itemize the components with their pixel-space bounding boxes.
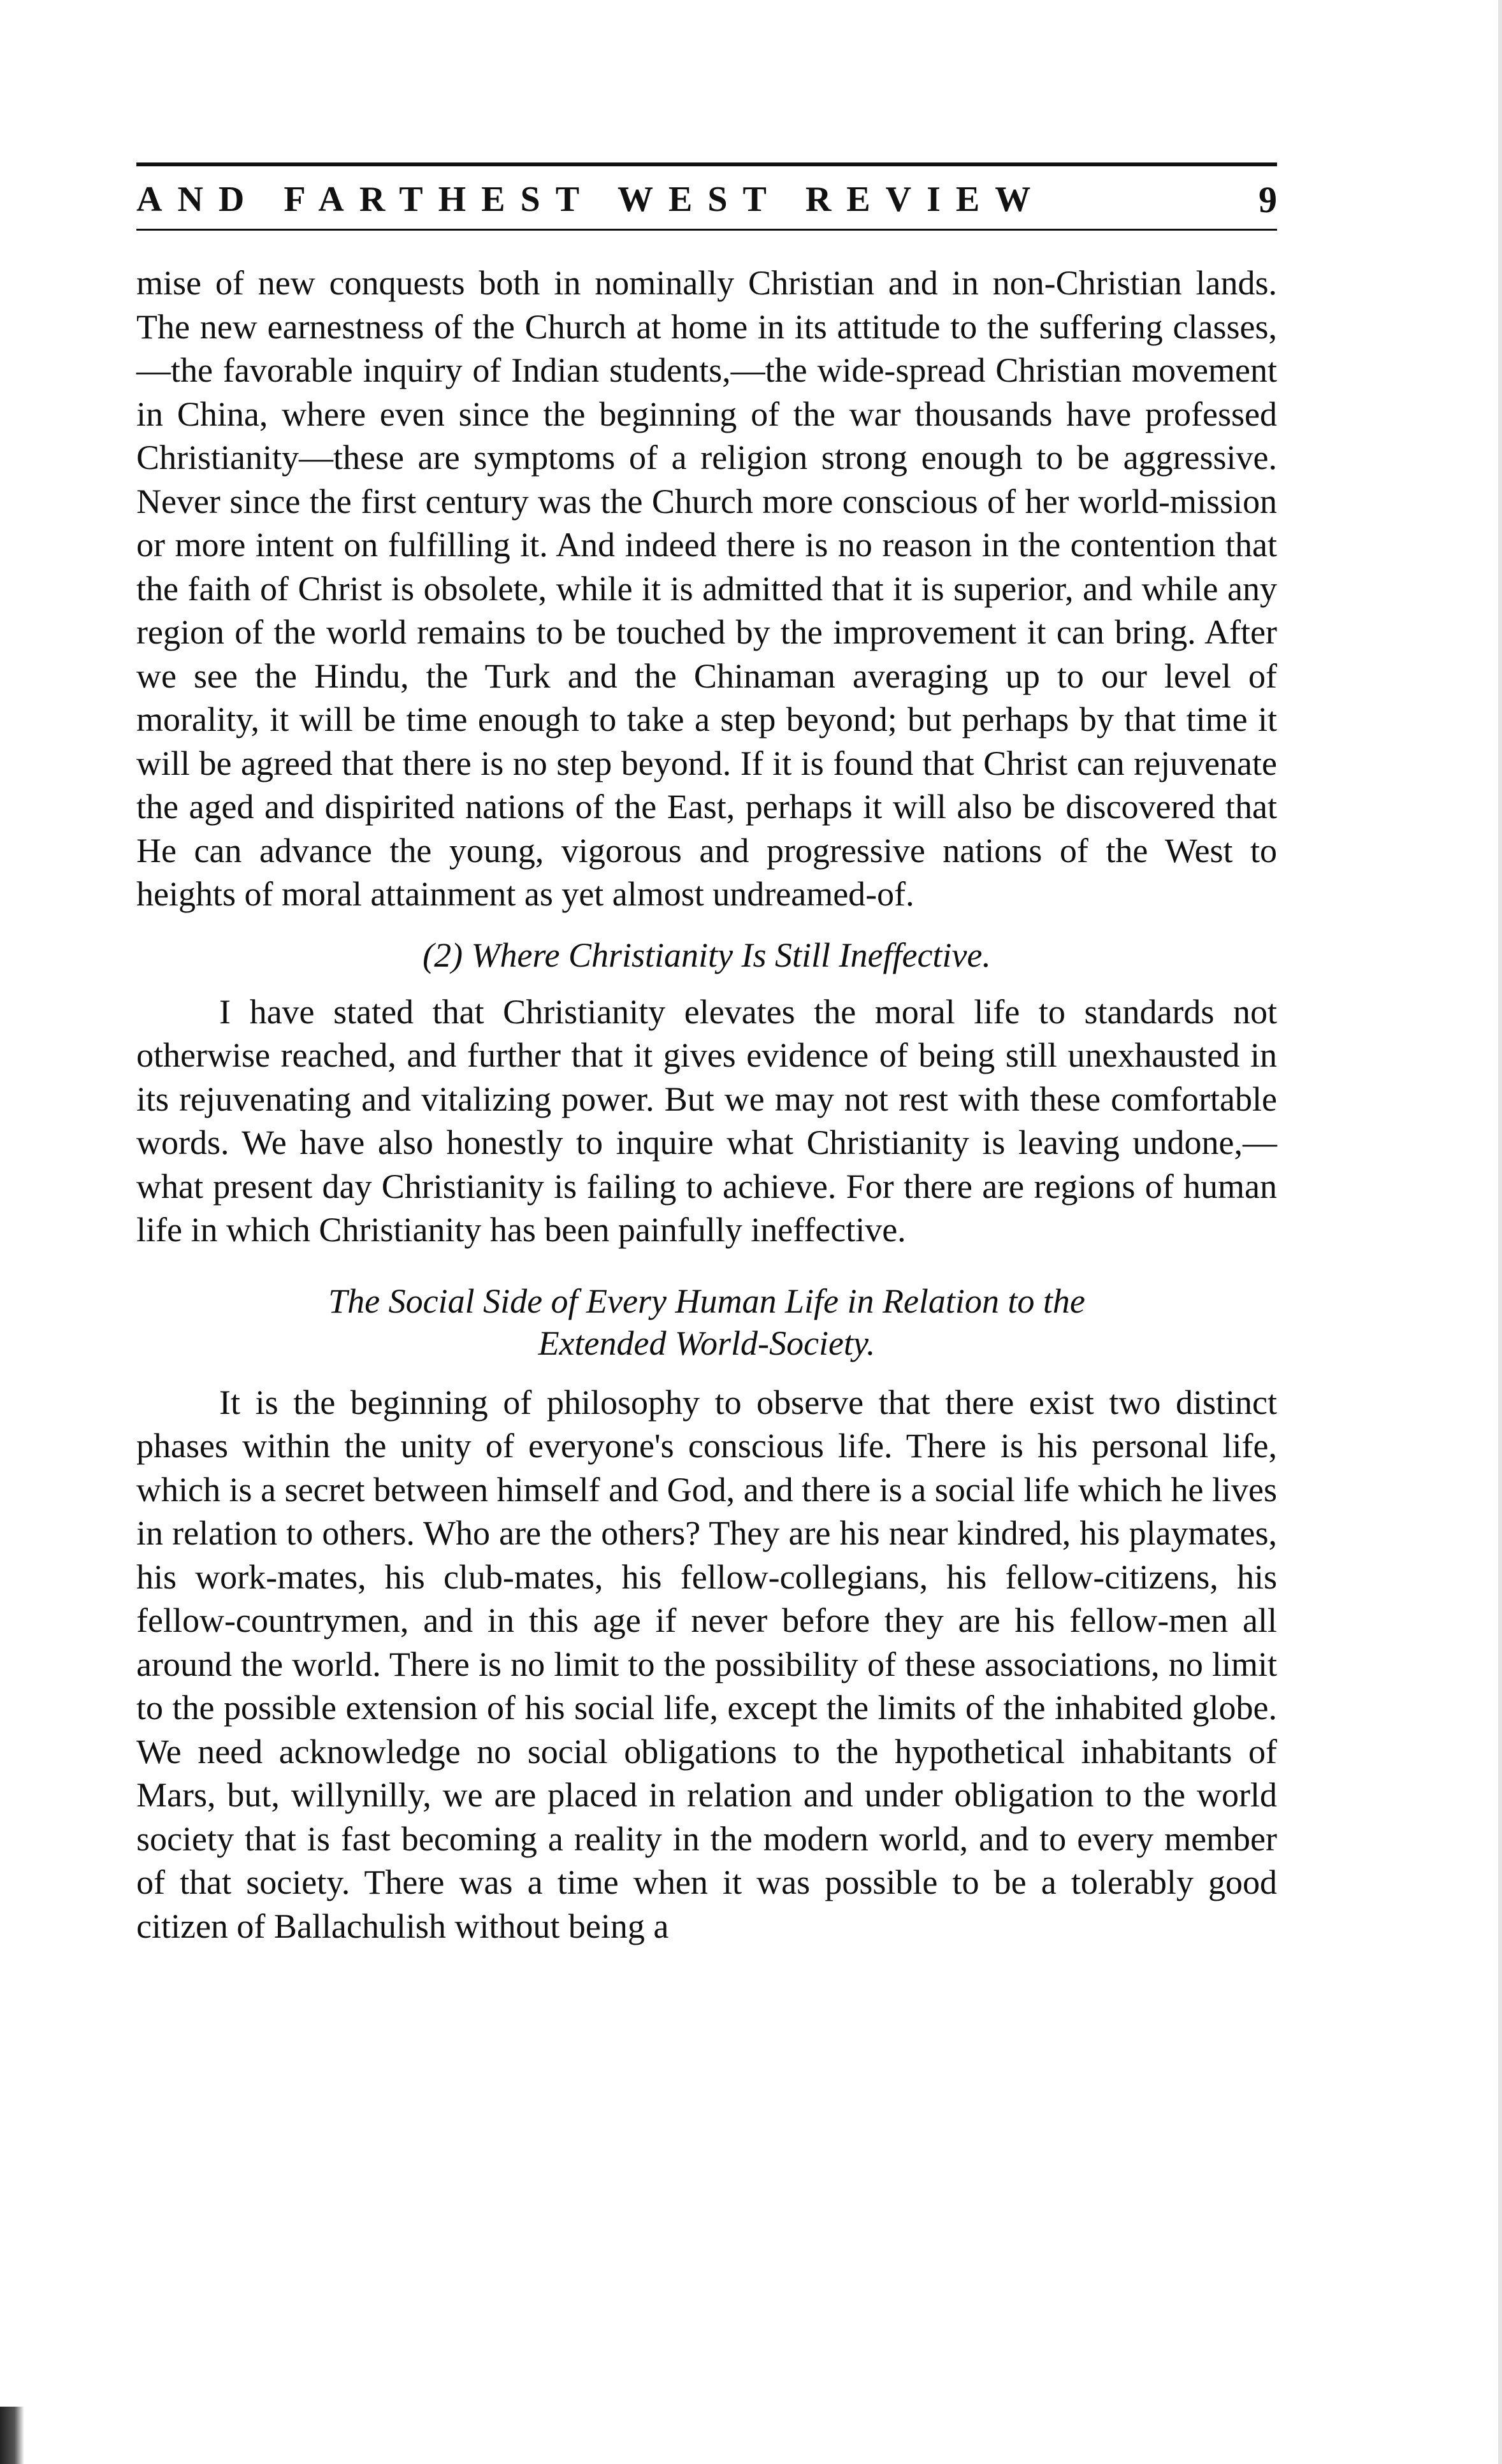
paragraph-social-life: It is the beginning of philosophy to observe that there exist two distinct phases within the unity of everyone's conscious life. There is his personal life, which is a secret between himself and God, and there is a social life which he lives in relation to others. Who are the others? They are his near kindred, his playmates, his work-mates, his club-mates, his fellow-collegians, his fellow-citizens, his fellow-countrymen, and in this age if never before they are his fellow-men all around the world. There is no limit to the possibility of these associations, no limit to the possible extension of his social life, except the limits of the inhabited globe. We need acknowledge no social obligations to the hypothetical inhabitants of Mars, but, willynilly, we are placed in relation and under obligation to the world society that is fast becoming a reality in the modern world, and to every member of that society. There was a time when it was possible to be a tolerably good citizen of Ballachulish without being a <box>136 1383 1277 1945</box>
running-header-title: AND FARTHEST WEST REVIEW <box>136 180 1046 219</box>
paragraph-ineffective: I have stated that Christianity elevates the moral life to standards not otherwise reached, and further that it gives evidence of being still unexhausted in its rejuvenating and vitalizing power. But we may not rest with these comfortable words. We have also honestly to inquire what Christianity is leaving undone,—what present day Christianity is failing to achieve. For there are regions of human life in which Christianity has been painfully ineffective. <box>136 992 1277 1249</box>
running-header <box>136 174 1277 225</box>
header-top-rule <box>136 162 1277 166</box>
paragraph-continuation: mise of new conquests both in nominally Christian and in non-Christian lands. The new earnestness of the Church at home in its attitude to the suffering classes,—the favorable inquiry of Indian students,—the wide-spread Christian movement in China, where even since the beginning of the war thousands have professed Christianity—these are symptoms of a religion strong enough to be aggressive. Never since the first century was the Church more conscious of her world-mission or more intent on fulfilling it. And indeed there is no reason in the contention that the faith of Christ is obsolete, while it is admitted that it is superior, and while any region of the world remains to be touched by the improvement it can bring. After we see the Hindu, the Turk and the Chinaman averaging up to our level of morality, it will be time enough to take a step beyond; but perhaps by that time it will be agreed that there is no step beyond. If it is found that Christ can rejuvenate the aged and dispirited nations of the East, perhaps it will also be discovered that He can advance the young, vigorous and progressive nations of the West to heights of moral attainment as yet almost undreamed-of. <box>136 264 1277 913</box>
section-heading-social-side-line1: The Social Side of Every Human Life in Relation to the <box>328 1281 1085 1320</box>
header-bottom-rule <box>136 229 1277 231</box>
scan-edge-shadow <box>0 2407 24 2464</box>
page <box>136 162 1277 1948</box>
section-heading-social-side <box>136 1280 1277 1364</box>
article-body <box>136 261 1277 1948</box>
section-heading-ineffective: (2) Where Christianity Is Still Ineffective. <box>422 935 991 974</box>
scan-right-margin <box>1498 0 1502 2464</box>
page-number: 9 <box>1259 178 1277 220</box>
section-heading-social-side-line2: Extended World-Society. <box>538 1323 876 1362</box>
